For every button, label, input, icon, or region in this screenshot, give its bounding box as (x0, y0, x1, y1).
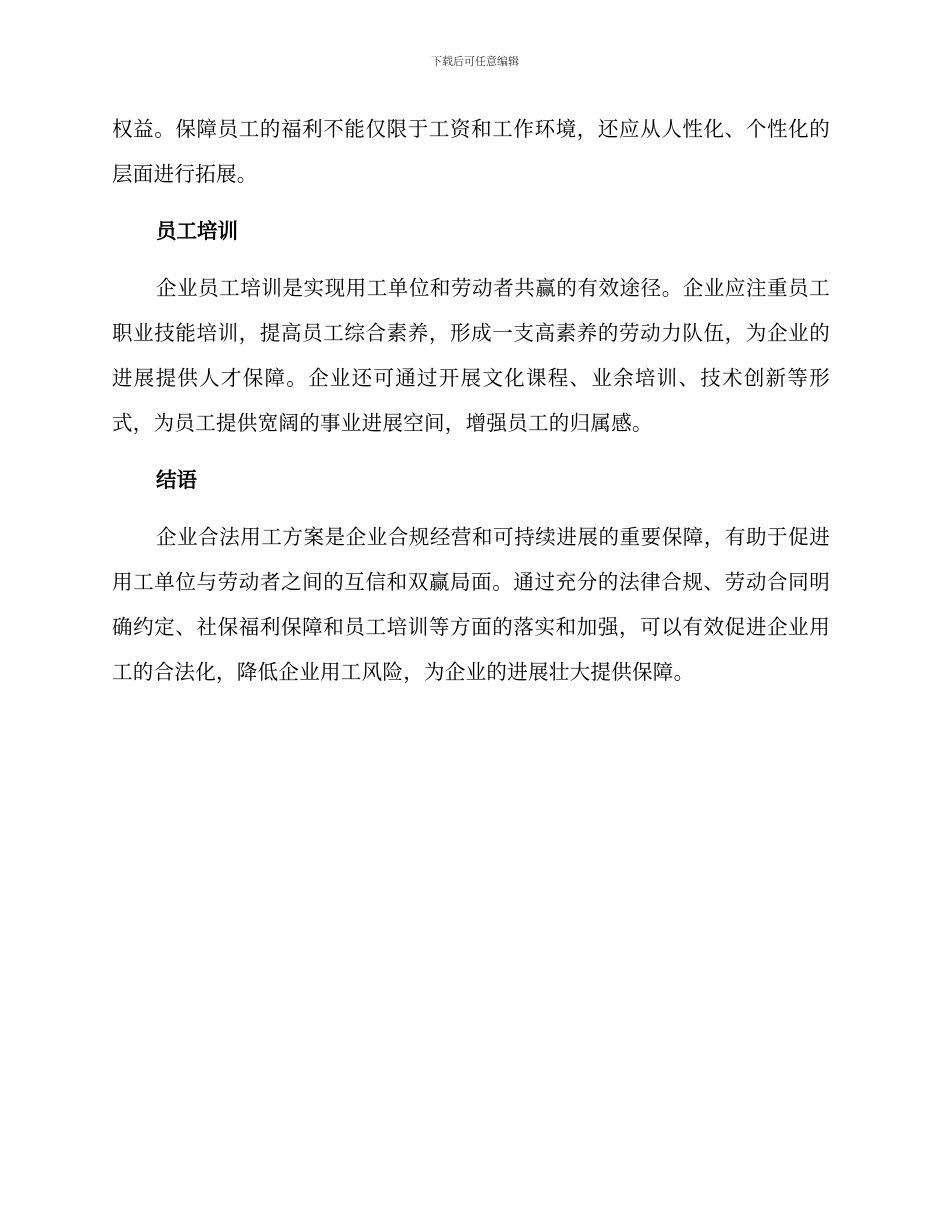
page-header: 下载后可任意编辑 (431, 55, 519, 68)
section-paragraph-employee-training: 企业员工培训是实现用工单位和劳动者共赢的有效途径。企业应注重员工职业技能培训，提高员工综合素养，形成一支高素养的劳动力队伍，为企业的进展提供人才保障。企业还可通过开展文化课程、业余培训、技术创新等形式，为员工提供宽阔的事业进展空间，增强员工的归属感。 (112, 276, 830, 435)
section-paragraph-conclusion: 企业合法用工方案是企业合规经营和可持续进展的重要保障，有助于促进用工单位与劳动者之间的互信和双赢局面。通过充分的法律合规、劳动合同明确约定、社保福利保障和员工培训等方面的落实和加强，可以有效促进企业用工的合法化，降低企业用工风险，为企业的进展壮大提供保障。 (112, 525, 830, 684)
section-heading-conclusion: 结语 (156, 468, 197, 492)
document-body (112, 107, 830, 695)
section-heading-employee-training: 员工培训 (156, 219, 238, 243)
intro-paragraph: 权益。保障员工的福利不能仅限于工资和工作环境，还应从人性化、个性化的层面进行拓展。 (112, 117, 830, 186)
